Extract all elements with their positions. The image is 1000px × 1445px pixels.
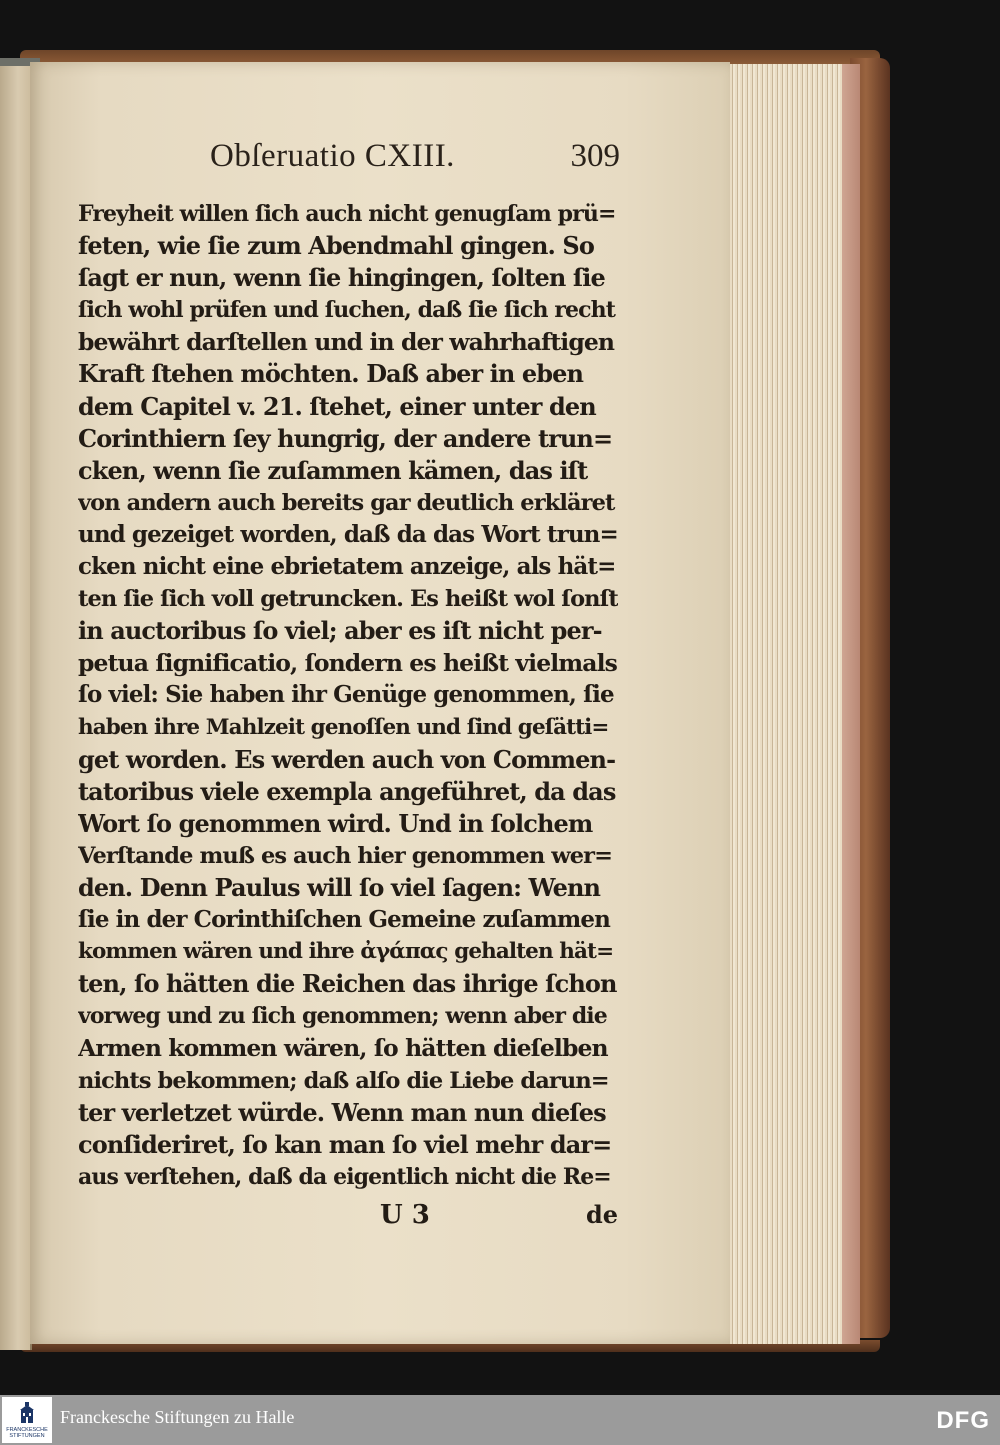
text-line: ten ſie ſich voll getruncken. Es heißt wol ſonſt: [78, 586, 618, 613]
text-line: Kraft ſtehen möchten. Daß aber in eben: [78, 359, 584, 389]
logo-caption-line-2: STIFTUNGEN: [9, 1433, 45, 1439]
text-line: nichts bekommen; daß alſo die Liebe darun=: [78, 1067, 609, 1094]
body-text: [78, 198, 618, 1193]
text-line: feten, wie ſie zum Abendmahl gingen. So: [78, 231, 594, 261]
text-line: petua ſignificatio, ſondern es heißt vielmals: [78, 649, 617, 678]
text-line: cken nicht eine ebrietatem anzeige, als hät=: [78, 553, 616, 581]
text-line: ſie in der Corinthiſchen Gemeine zuſammen: [78, 906, 610, 934]
text-line: cken, wenn ſie zuſammen kämen, das iſt: [78, 455, 588, 485]
page-number: 309: [570, 138, 620, 174]
text-line: Wort ſo genommen wird. Und in ſolchem: [78, 808, 593, 838]
running-head: [210, 138, 620, 178]
institution-banner: [0, 1395, 1000, 1445]
text-line: vorweg und zu ſich genommen; wenn aber die: [78, 1003, 607, 1030]
text-line: Freyheit willen ſich auch nicht genugſam prü=: [78, 201, 616, 227]
franckesche-stiftungen-logo[interactable]: [2, 1397, 52, 1443]
previous-page-gutter: [0, 60, 32, 1350]
text-line: get worden. Es werden auch von Commen-: [78, 744, 616, 774]
page-block-edges: [728, 64, 860, 1344]
text-line: kommen wären und ihre ἀγάπας gehalten hät=: [78, 939, 614, 965]
running-title: Obſeruatio CXIII.: [210, 138, 455, 174]
signature-mark: U 3: [380, 1200, 430, 1230]
text-line: ſagt er nun, wenn ſie hingingen, ſolten ſie: [78, 263, 605, 293]
text-line: Corinthiern ſey hungrig, der andere trun=: [78, 423, 613, 453]
text-line: Verſtande muß es auch hier genommen wer=: [78, 842, 613, 869]
institution-name[interactable]: Franckesche Stiftungen zu Halle: [60, 1407, 295, 1427]
dfg-logo[interactable]: DFG: [936, 1407, 990, 1434]
building-icon: [19, 1402, 35, 1424]
text-line: tatoribus viele exempla angeführet, da das: [78, 776, 616, 806]
text-line: ter verletzet würde. Wenn man nun dieſes: [78, 1097, 606, 1127]
text-line: dem Capitel v. 21. ſtehet, einer unter den: [78, 391, 596, 421]
catchword: de: [585, 1200, 618, 1229]
text-line: in auctoribus ſo viel; aber es iſt nicht per-: [78, 616, 602, 646]
text-line: den. Denn Paulus will ſo viel ſagen: Wenn: [78, 872, 601, 902]
logo-caption: [2, 1427, 52, 1439]
text-line: Armen kommen wären, ſo hätten dieſelben: [78, 1034, 608, 1063]
page-footer: [78, 1200, 618, 1240]
text-line: ſich wohl prüfen und ſuchen, daß ſie ſich recht: [78, 297, 615, 324]
text-line: conſideriret, ſo kan man ſo viel mehr dar=: [78, 1129, 612, 1159]
text-line: bewährt darſtellen und in der wahrhaftigen: [78, 328, 615, 357]
logo-caption-line-1: FRANCKESCHE: [6, 1427, 48, 1433]
text-line: ſo viel: Sie haben ihr Genüge genommen, ſie: [78, 681, 614, 709]
text-line: ten, ſo hätten die Reichen das ihrige ſchon: [78, 969, 617, 999]
text-line: von andern auch bereits gar deutlich erkläret: [78, 489, 615, 516]
text-line: haben ihre Mahlzeit genoſſen und ſind geſätti=: [78, 714, 609, 740]
text-line: aus verſtehen, daß da eigentlich nicht die Re=: [78, 1163, 611, 1190]
text-line: und gezeiget worden, daß da das Wort trun=: [78, 520, 618, 548]
